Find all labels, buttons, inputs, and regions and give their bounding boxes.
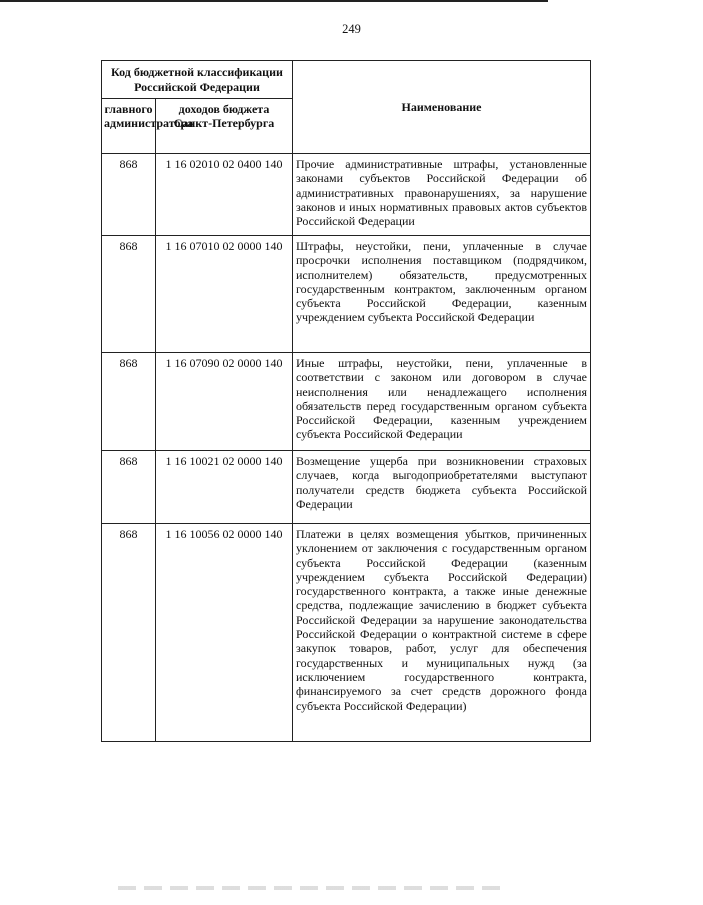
header-row-group [102,61,591,99]
budget-classification-table [101,60,591,742]
income-code-cell: 1 16 07010 02 0000 140 [156,236,293,353]
table-row [102,154,591,236]
table-body [102,154,591,742]
name-cell: Иные штрафы, неустойки, пени, уплаченные в соответствии с законом или договором в случае неисполнения или ненадлежащего исполнения обязательств перед государственным органом субъекта Российской Федерации, казенным учреждением субъекта Российской Федерации [293,353,591,451]
name-cell: Платежи в целях возмещения убытков, причиненных уклонением от заключения с государственным органом субъекта Российской Федерации (казенным учреждением субъекта Российской Федерации) государственного контракта, а также иные денежные средства, подлежащие зачислению в бюджет субъекта Российской Федерации за нарушение законодательства Российской Федерации о контрактной системе в сфере закупок товаров, работ, услуг для обеспечения государственных и муниципальных нужд (за исключением государственного контракта, финансируемого за счет средств дорожного фонда субъекта Российской Федерации) [293,524,591,742]
header-name: Наименование [293,61,591,154]
table-header [102,61,591,154]
admin-code-cell: 868 [102,236,156,353]
name-cell: Возмещение ущерба при возникновении страховых случаев, когда выгодоприобретателями выступают получатели средств бюджета субъекта Российской Федерации [293,451,591,524]
table-row [102,236,591,353]
footer-scan-marks [118,886,508,890]
admin-code-cell: 868 [102,154,156,236]
income-code-cell: 1 16 10021 02 0000 140 [156,451,293,524]
table-row [102,451,591,524]
header-group-classification-code: Код бюджетной классификации Российской Федерации [102,61,293,99]
table-row [102,353,591,451]
income-code-cell: 1 16 07090 02 0000 140 [156,353,293,451]
income-code-cell: 1 16 02010 02 0400 140 [156,154,293,236]
name-cell: Прочие административные штрафы, установленные законами субъектов Российской Федерации об административных правонарушениях, за нарушение законов и иных нормативных правовых актов субъектов Российской Федерации [293,154,591,236]
income-code-cell: 1 16 10056 02 0000 140 [156,524,293,742]
admin-code-cell: 868 [102,353,156,451]
admin-code-cell: 868 [102,524,156,742]
page-number: 249 [342,22,361,36]
header-budget-income: доходов бюджета Санкт-Петербурга [156,99,293,154]
table-row [102,524,591,742]
top-rule [0,0,548,2]
header-chief-administrator: главного администратора [102,99,156,154]
name-cell: Штрафы, неустойки, пени, уплаченные в случае просрочки исполнения поставщиком (подрядчиком, исполнителем) обязательств, предусмотренных государственным контрактом, заключенным органом субъекта Российской Федерации, казенным учреждением субъекта Российской Федерации [293,236,591,353]
admin-code-cell: 868 [102,451,156,524]
